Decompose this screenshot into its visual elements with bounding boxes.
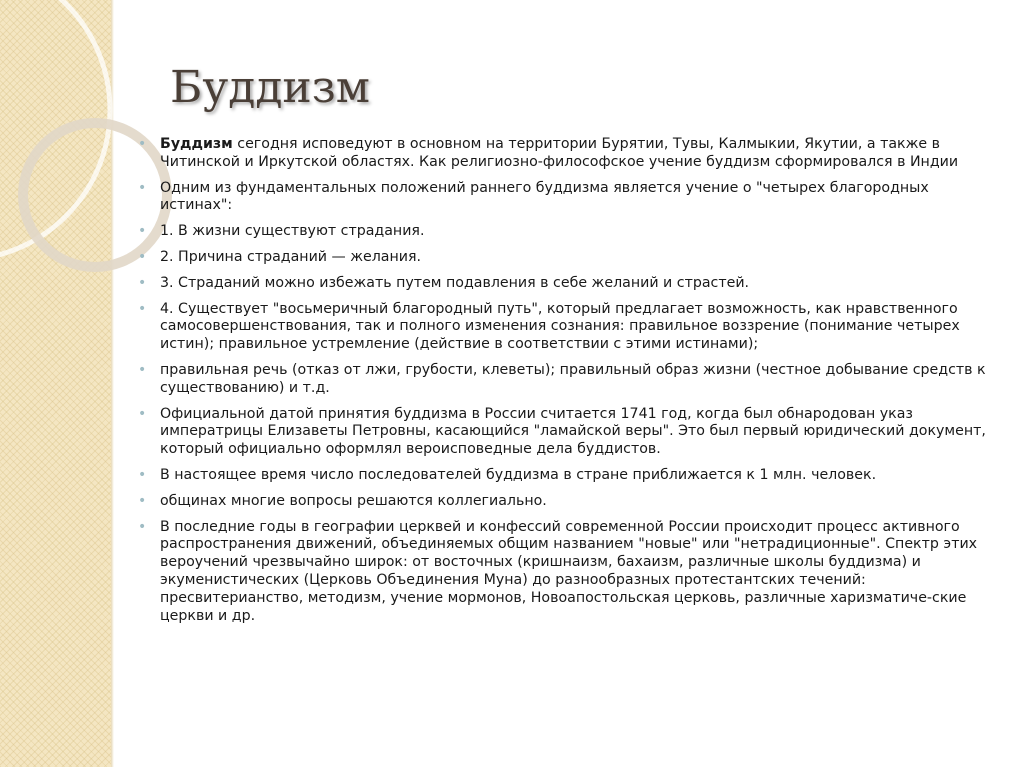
bullet-icon: • [138, 405, 147, 422]
item-text: 1. В жизни существуют страдания. [160, 223, 425, 240]
bullet-icon: • [138, 179, 147, 196]
bullet-icon: • [138, 361, 147, 378]
item-text: В последние годы в географии церквей и конфессий современной России происходит процесс активного распространения движений, объединяемых общим названием "новые" или "нетрадиционные". Спектр этих вероучений чрезвычайно широк: от восточных (кришнаизм, бахаизм, различные школы буддизма) и экуменистических (Церковь Объединения Муна) до разнообразных протестантских течений: пресвитерианство, методизм, учение мормонов, Новоапостольская церковь, различные харизматиче-ские церкви и др. [160, 518, 978, 624]
item-text: 4. Существует "восьмеричный благородный путь", который предлагает возможность, как нравственного самосовершенствования, так и полного изменения сознания: правильное воззрение (понимание четырех истин); правильное устремление (действие в соответствии с этими истинами); [160, 300, 960, 353]
list-item [138, 223, 988, 241]
item-text: правильная речь (отказ от лжи, грубости, клеветы); правильный образ жизни (честное добывание средств к существованию) и т.д. [160, 361, 986, 396]
list-item [138, 519, 988, 626]
bullet-list [138, 136, 988, 633]
bullet-icon: • [138, 300, 147, 317]
item-text: Одним из фундаментальных положений раннего буддизма является учение о "четырех благородных истинах": [160, 179, 929, 214]
list-item [138, 362, 988, 398]
item-text: общинах многие вопросы решаются коллегиально. [160, 492, 547, 509]
item-lead: Буддизм [160, 136, 233, 152]
list-item [138, 136, 988, 172]
item-text: сегодня исповедуют в основном на территории Бурятии, Тувы, Калмыкии, Якутии, а также в Читинской и Иркутской областях. Как религиозно-философское учение буддизм сформировался в Индии [160, 136, 959, 170]
item-text: Официальной датой принятия буддизма в России считается 1741 год, когда был обнародован указ императрицы Елизаветы Петровны, касающийся "ламайской веры". Это был первый юридический документ, который официально оформлял вероисповедные дела буддистов. [160, 405, 986, 458]
slide-title: Буддизм [170, 62, 370, 113]
list-item [138, 406, 988, 459]
list-item [138, 275, 988, 293]
item-text: В настоящее время число последователей буддизма в стране приближается к 1 млн. человек. [160, 466, 877, 483]
list-item [138, 249, 988, 267]
bullet-icon: • [138, 136, 147, 152]
bullet-icon: • [138, 518, 147, 535]
bullet-icon: • [138, 274, 147, 291]
item-text: 3. Страданий можно избежать путем подавления в себе желаний и страстей. [160, 274, 750, 291]
bullet-icon: • [138, 492, 147, 509]
list-item [138, 180, 988, 216]
list-item [138, 493, 988, 511]
list-item [138, 467, 988, 485]
bullet-icon: • [138, 248, 147, 265]
bullet-icon: • [138, 466, 147, 483]
list-item [138, 301, 988, 354]
bullet-icon: • [138, 223, 147, 240]
item-text: 2. Причина страданий — желания. [160, 248, 422, 265]
